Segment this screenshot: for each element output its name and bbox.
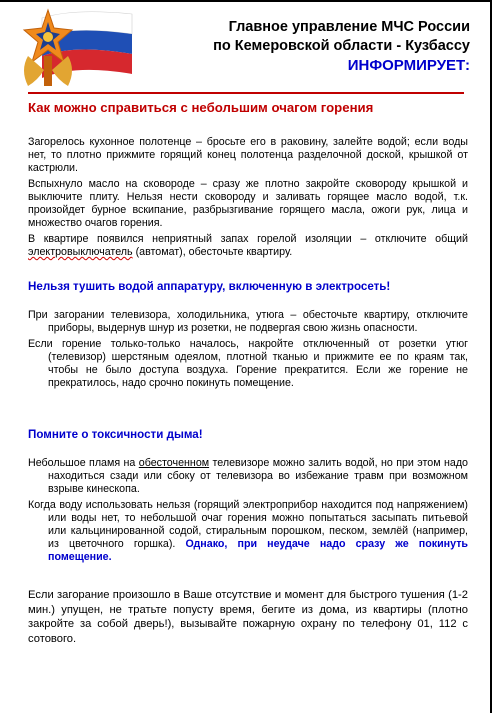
section1-paragraph1: Загорелось кухонное полотенце – бросьте его в раковину, залейте водой; если воды нет, то плотно прижмите горящий конец полотенца разделочной доской, крышкой от кастрюли. — [28, 136, 468, 174]
informs-label: ИНФОРМИРУЕТ: — [347, 57, 470, 74]
section3-p2-text: Когда воду использовать нельзя (горящий электроприбор находится под напряжением) или воды нет, то небольшой очаг горения можно попытаться засыпать питьевой или кальцинированной содой, стиральным порошком, песком, землёй (например, из цветочного горшка). — [28, 499, 468, 550]
section3-p1-underlined: обесточенном — [138, 457, 210, 469]
section3-body — [28, 457, 468, 564]
section1-p3-term: электровыключатель — [28, 246, 133, 258]
org-name-line1: Главное управление МЧС России — [228, 19, 470, 35]
section1-paragraph2: Вспыхнуло масло на сковороде – сразу же плотно закройте сковороду крышкой и выключите плиту. Нельзя нести сковороду и заливать горящее масло водой, т.к. произойдет бурное вскипание, разбрызгивание горящего масла, ожоги рук, лица и множество очагов горения. — [28, 178, 468, 229]
red-divider — [28, 92, 464, 94]
section3-p1-start: Небольшое пламя на — [28, 457, 139, 469]
page-border-top — [0, 0, 492, 2]
section3-paragraph1 — [28, 457, 468, 496]
section1-title: Как можно справиться с небольшим очагом горения — [28, 100, 374, 115]
emercom-emblem-icon — [14, 4, 136, 90]
section3-p1-end: телевизоре можно залить водой, но при этом надо находиться сзади или сбоку от телевизора во избежание травм при возможном взрыве кинескопа. — [48, 457, 468, 495]
section1-p3-start: В квартире появился неприятный запах горелой изоляции – отключите общий — [28, 233, 468, 245]
section2-paragraph2: Если горение только-только началось, накройте отключенный от розетки утюг (телевизор) шерстяным одеялом, плотной тканью и прижмите ее по краям так, чтобы не было доступа воздуха. Горение прекратится. Если же горение не прекратилось, надо срочно покинуть помещение. — [28, 338, 468, 389]
header — [213, 18, 470, 75]
section3-p2-highlight: Однако, при неудаче надо сразу же покинуть помещение. — [48, 538, 468, 563]
section3-paragraph2 — [28, 499, 468, 564]
final-paragraph: Если загорание произошло в Ваше отсутствие и момент для быстрого тушения (1-2 мин.) упущен, не тратьте попусту время, бегите из дома, из квартиры (плотно закройте за собой дверь!), вызывайте пожарную охрану по телефону 01, 112 с сотового. — [28, 589, 468, 645]
section3-title: Помните о токсичности дыма! — [28, 428, 203, 441]
section1-paragraph3 — [28, 233, 468, 259]
org-name-line2: по Кемеровской области - Кузбассу — [213, 38, 470, 54]
section2-title: Нельзя тушить водой аппаратуру, включенную в электросеть! — [28, 280, 391, 293]
section2-body — [28, 309, 468, 390]
section2-paragraph1: При загорании телевизора, холодильника, утюга – обесточьте квартиру, отключите приборы, выдернув шнур из розетки, не подвергая свою жизнь опасности. — [28, 309, 468, 334]
section1-p3-end: (автомат), обесточьте квартиру. — [132, 246, 293, 258]
section1-body — [28, 136, 468, 259]
